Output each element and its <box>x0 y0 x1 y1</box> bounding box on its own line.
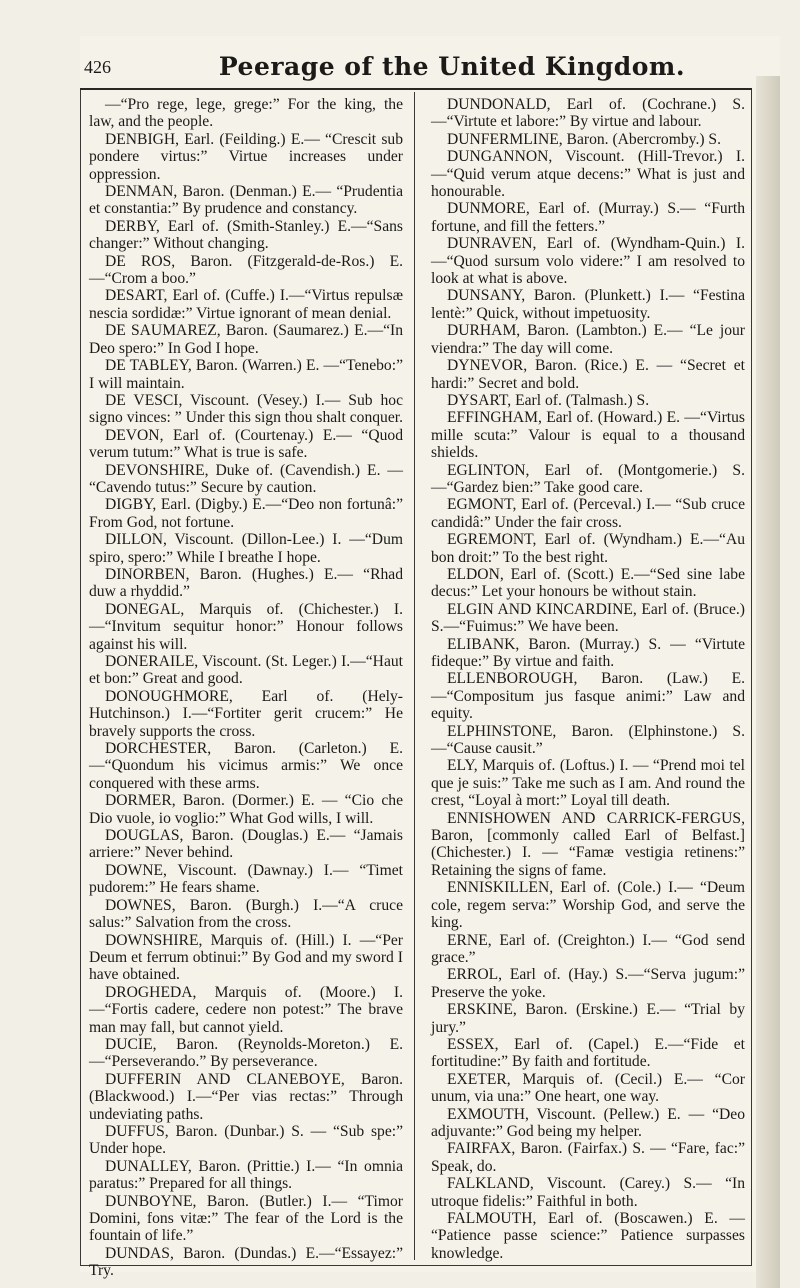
peerage-entry: FAIRFAX, Baron. (Fairfax.) S. — “Fare, fac:” Speak, do. <box>431 1140 745 1175</box>
peerage-entry: DENMAN, Baron. (Denman.) E.— “Prudentia et constantia:” By prudence and constancy. <box>89 183 403 218</box>
peerage-entry: EXMOUTH, Viscount. (Pellew.) E. — “Deo adjuvante:” God being my helper. <box>431 1105 745 1140</box>
peerage-entry: ERNE, Earl of. (Creighton.) I.— “God send grace.” <box>431 931 745 966</box>
peerage-entry: DUNRAVEN, Earl of. (Wyndham-Quin.) I.—“Quod sursum volo videre:” I am resolved to look at what is above. <box>431 235 745 288</box>
peerage-entry: DYSART, Earl of. (Talmash.) S. <box>447 391 650 409</box>
left-column <box>89 96 403 1280</box>
peerage-entry: ERROL, Earl of. (Hay.) S.—“Serva jugum:” Preserve the yoke. <box>431 966 745 1001</box>
peerage-entry: DORCHESTER, Baron. (Carleton.) E.—“Quondum his vicimus armis:” We once conquered with these arms. <box>89 740 403 792</box>
peerage-entry: ELGIN AND KINCARDINE, Earl of. (Bruce.) S.—“Fuimus:” We have been. <box>431 600 745 636</box>
peerage-entry: ELIBANK, Baron. (Murray.) S. — “Virtute fideque:” By virtue and faith. <box>431 635 745 670</box>
peerage-entry: DERBY, Earl of. (Smith-Stanley.) E.—“Sans changer:” Without changing. <box>89 217 403 253</box>
peerage-entry: DUNGANNON, Viscount. (Hill-Trevor.) I.—“Quid verum atque decens:” What is just and honourable. <box>431 148 745 201</box>
peerage-entry: DUFFERIN AND CLANEBOYE, Baron. (Blackwood.) I.—“Per vias rectas:” Through undeviating paths. <box>89 1070 403 1123</box>
peerage-entry: DOWNES, Baron. (Burgh.) I.—“A cruce salus:” Salvation from the cross. <box>89 896 403 932</box>
peerage-entry: FALKLAND, Viscount. (Carey.) S.— “In utroque fidelis:” Faithful in both. <box>431 1175 745 1210</box>
peerage-entry: EXETER, Marquis of. (Cecil.) E.— “Cor unum, via una:” One heart, one way. <box>431 1070 745 1106</box>
peerage-entry: ELLENBOROUGH, Baron. (Law.) E. —“Compositum jus fasque animi:” Law and equity. <box>431 670 745 723</box>
peerage-entry: DONEGAL, Marquis of. (Chichester.) I.—“Invitum sequitur honor:” Honour follows against his will. <box>89 600 403 653</box>
column-divider <box>414 92 415 1260</box>
peerage-entry: FALMOUTH, Earl of. (Boscawen.) E. — “Patience passe science:” Patience surpasses knowledge. <box>431 1210 745 1262</box>
running-title: Peerage of the United Kingdom. <box>218 51 686 81</box>
peerage-entry: EFFINGHAM, Earl of. (Howard.) E. —“Virtus mille scuta:” Valour is equal to a thousand shields. <box>431 409 745 462</box>
peerage-entry: DOWNSHIRE, Marquis of. (Hill.) I. —“Per Deum et ferrum obtinui:” By God and my sword I have obtained. <box>89 931 403 984</box>
peerage-entry: DUNBOYNE, Baron. (Butler.) I.— “Timor Domini, fons vitæ:” The fear of the Lord is the fountain of life.” <box>89 1192 403 1245</box>
peerage-entry: DOUGLAS, Baron. (Douglas.) E.— “Jamais arriere:” Never behind. <box>89 827 403 862</box>
peerage-entry: DEVON, Earl of. (Courtenay.) E.— “Quod verum tutum:” What is true is safe. <box>89 426 403 462</box>
peerage-entry: DROGHEDA, Marquis of. (Moore.) I.—“Fortis cadere, cedere non potest:” The brave man may fall, but cannot yield. <box>89 983 403 1036</box>
peerage-entry: DOWNE, Viscount. (Dawnay.) I.— “Timet pudorem:” He fears shame. <box>89 861 403 897</box>
peerage-entry: ELPHINSTONE, Baron. (Elphinstone.) S.—“Cause causit.” <box>431 722 745 758</box>
peerage-entry: DUNFERMLINE, Baron. (Abercromby.) S. <box>447 130 722 148</box>
peerage-entry: ERSKINE, Baron. (Erskine.) E.— “Trial by jury.” <box>431 1001 745 1036</box>
peerage-entry: ENNISKILLEN, Earl of. (Cole.) I.— “Deum cole, regem serva:” Worship God, and serve the king. <box>431 879 745 932</box>
peerage-entry: DE TABLEY, Baron. (Warren.) E. —“Tenebo:” I will maintain. <box>89 357 403 392</box>
peerage-entry: DONOUGHMORE, Earl of. (Hely-Hutchinson.) I.—“Fortiter gerit crucem:” He bravely supports the cross. <box>89 687 403 740</box>
peerage-entry: DILLON, Viscount. (Dillon-Lee.) I. —“Dum spiro, spero:” While I breathe I hope. <box>89 531 403 566</box>
peerage-entry: EGMONT, Earl of. (Perceval.) I.— “Sub cruce candidâ:” Under the fair cross. <box>431 496 745 531</box>
book-page <box>80 36 780 1280</box>
peerage-entry: DE SAUMAREZ, Baron. (Saumarez.) E.—“In Deo spero:” In God I hope. <box>89 322 403 357</box>
peerage-entry: DUCIE, Baron. (Reynolds-Moreton.) E.—“Perseverando.” By perseverance. <box>89 1035 403 1071</box>
peerage-entry: DEVONSHIRE, Duke of. (Cavendish.) E. — “Cavendo tutus:” Secure by caution. <box>89 461 403 496</box>
peerage-entry: DE ROS, Baron. (Fitzgerald-de-Ros.) E.—“Crom a boo.” <box>89 252 403 288</box>
peerage-entry: DONERAILE, Viscount. (St. Leger.) I.—“Haut et bon:” Great and good. <box>89 653 403 688</box>
peerage-entry: EGREMONT, Earl of. (Wyndham.) E.—“Au bon droit:” To the best right. <box>431 531 745 566</box>
peerage-entry: DIGBY, Earl. (Digby.) E.—“Deo non fortunâ:” From God, not fortune. <box>89 496 403 531</box>
page-header <box>80 36 752 90</box>
peerage-entry: EGLINTON, Earl of. (Montgomerie.) S.—“Gardez bien:” Take good care. <box>431 461 745 496</box>
peerage-entry: DINORBEN, Baron. (Hughes.) E.— “Rhad duw a rhyddid.” <box>89 565 403 601</box>
peerage-entry: DUNDONALD, Earl of. (Cochrane.) S.—“Virtute et labore:” By virtue and labour. <box>431 96 745 131</box>
peerage-entry: ESSEX, Earl of. (Capel.) E.—“Fide et fortitudine:” By faith and fortitude. <box>431 1035 745 1071</box>
peerage-entry: DE VESCI, Viscount. (Vesey.) I.— Sub hoc signo vinces: ” Under this sign thou shalt conquer. <box>89 391 403 427</box>
right-column <box>431 96 745 1262</box>
page-number: 426 <box>84 56 111 77</box>
page-edge-shadow <box>756 76 780 1288</box>
peerage-entry: DORMER, Baron. (Dormer.) E. — “Cio che Dio vuole, io voglio:” What God wills, I will. <box>89 792 403 827</box>
peerage-entry: DYNEVOR, Baron. (Rice.) E. — “Secret et hardi:” Secret and bold. <box>431 357 745 392</box>
text-frame <box>80 90 752 1280</box>
peerage-entry: DURHAM, Baron. (Lambton.) E.— “Le jour viendra:” The day will come. <box>431 322 745 357</box>
peerage-entry: ELY, Marquis of. (Loftus.) I. — “Prend moi tel que je suis:” Take me such as I am. And round the crest, “Loyal à mort:” Loyal till death. <box>431 757 745 810</box>
peerage-entry: DUNALLEY, Baron. (Prittie.) I.— “In omnia paratus:” Prepared for all things. <box>89 1157 403 1193</box>
peerage-entry: ENNISHOWEN AND CARRICK-FERGUS, Baron, [commonly called Earl of Belfast.] (Chichester.) I. — “Famæ vestigia retinens:” Retaining the signs of fame. <box>431 809 745 879</box>
peerage-entry: DESART, Earl of. (Cuffe.) I.—“Virtus repulsæ nescia sordidæ:” Virtue ignorant of mean denial. <box>89 287 403 322</box>
peerage-entry: DUFFUS, Baron. (Dunbar.) S. — “Sub spe:” Under hope. <box>89 1122 403 1158</box>
peerage-entry: —“Pro rege, lege, grege:” For the king, the law, and the people. <box>89 96 403 131</box>
peerage-entry: ELDON, Earl of. (Scott.) E.—“Sed sine labe decus:” Let your honours be without stain. <box>431 565 745 601</box>
peerage-entry: DUNSANY, Baron. (Plunkett.) I.— “Festina lentè:” Quick, without impetuosity. <box>431 287 745 322</box>
peerage-entry: DUNDAS, Baron. (Dundas.) E.—“Essayez:” Try. <box>89 1244 403 1280</box>
peerage-entry: DUNMORE, Earl of. (Murray.) S.— “Furth fortune, and fill the fetters.” <box>431 200 745 235</box>
peerage-entry: DENBIGH, Earl. (Feilding.) E.— “Crescit sub pondere virtus:” Virtue increases under oppression. <box>89 130 403 183</box>
